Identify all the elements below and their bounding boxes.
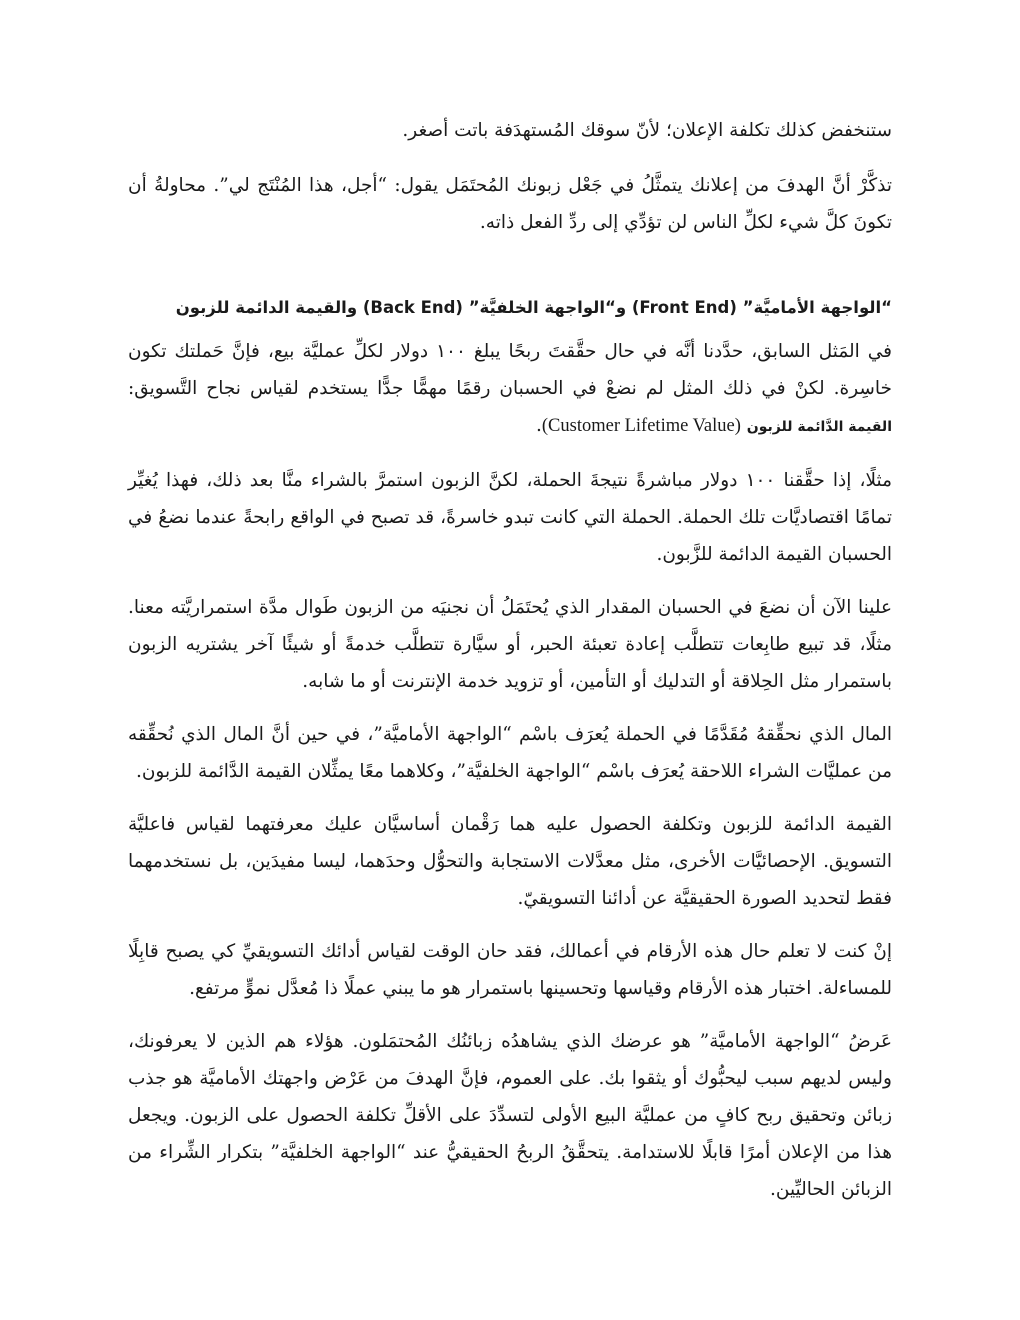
body-paragraph-6: عَرضُ “الواجهة الأماميَّة” هو عرضك الذي يشاهدُه زبائنُك المُحتمَلون. هؤلاء هم الذين لا يعرفونك، وليس لديهم سبب ليحبُّوك أو يثقوا بك. على العموم، فإنَّ الهدفَ من عَرْض واجهتك الأماميَّة هو جذب زبائن وتحقيق ربح كافٍ من عمليَّة البيع الأولى لتسدِّدَ على الأقلِّ تكلفة الحصول على الزبون. ويجعل هذا من الإعلان أمرًا قابلًا للاستدامة. يتحقَّقُ الربحُ الحقيقيُّ عند “الواجهة الخلفيَّة” بتكرار الشِّراء من الزبائن الحاليِّين.: [128, 1031, 892, 1200]
body-paragraph-2: علينا الآن أن نضعَ في الحسبان المقدار الذي يُحتَمَلُ أن نجنيَه من الزبون طَوال مدَّة استمراريَّته معنا. مثلًا، قد تبيع طابِعات تتطلَّب إعادة تعبئة الحبر، أو سيَّارة تتطلَّب خدمةً أو شيئًا آخر يشتريه الزبون باستمرار مثل الحِلاقة أو التدليك أو التأمين، أو تزويد خدمة الإنترنت أو ما شابه.: [128, 597, 892, 692]
clv-paragraph: [128, 333, 892, 446]
clv-term: القيمة الدَّائمة للزبون: [746, 419, 892, 435]
document-page: [128, 112, 892, 1224]
clv-text-after: .: [536, 415, 542, 436]
body-paragraph-1: مثلًا، إذا حقَّقنا ١٠٠ دولار مباشرةً نتيجةَ الحملة، لكنَّ الزبون استمرَّ بالشراء منَّا بعد ذلك، فهذا يُغيِّر تمامًا اقتصاديَّات تلك الحملة. الحملة التي كانت تبدو خاسرةً، قد تصبح في الواقع رابحةً عندما نضعُ في الحسبان القيمة الدائمة للزَّبون.: [128, 470, 893, 565]
section-heading: “الواجهة الأماميَّة” (Front End) و“الواجهة الخلفيَّة” (Back End) والقيمة الدائمة للزبون: [175, 298, 892, 317]
body-paragraph-3: المال الذي نحقِّقهُ مُقَدَّمًا في الحملة يُعرَف باسْم “الواجهة الأماميَّة”، في حين أنَّ المال الذي نُحقِّقه من عمليَّات الشراء اللاحقة يُعرَف باسْم “الواجهة الخلفيَّة”، وكلاهما معًا يمثِّلان القيمة الدَّائمة للزبون.: [128, 724, 892, 782]
body-paragraph-4: القيمة الدائمة للزبون وتكلفة الحصول عليه هما رَقْمان أساسيَّان عليك معرفتهما لقياس فاعليَّة التسويق. الإحصائيَّات الأخرى، مثل معدَّلات الاستجابة والتحوُّل وحدَهما، ليسا مفيدَين، بل نستخدمهما فقط لتحديد الصورة الحقيقيَّة عن أدائنا التسويقيّ.: [128, 814, 892, 909]
clv-term-english: (Customer Lifetime Value): [541, 416, 741, 436]
intro-paragraph-1: ستنخفض كذلك تكلفة الإعلان؛ لأنّ سوقك المُستهدَفة باتت أصغر.: [402, 120, 892, 141]
body-paragraph-5: إنْ كنت لا تعلم حال هذه الأرقام في أعمالك، فقد حان الوقت لقياس أدائك التسويقيِّ كي يصبح قابِلًا للمساءلة. اختبار هذه الأرقام وقياسها وتحسينها باستمرار هو ما يبني عملًا ذا مُعدَّل نموٍّ مرتفع.: [128, 941, 892, 999]
clv-text-before: في المَثل السابق، حدَّدنا أنَّه في حال حقَّقتَ ربحًا يبلغ ١٠٠ دولار لكلِّ عمليَّة بيع، فإنَّ حَملتك تكون خاسِرة. لكنْ في ذلك المثل لم نضعْ في الحسبان رقمًا مهمًّا جدًّا يستخدم لقياس نجاح التَّسويق:: [128, 341, 892, 399]
intro-paragraph-2: تذكَّرْ أنَّ الهدفَ من إعلانك يتمثَّلُ في جَعْل زبونك المُحتَمَل يقول: “أجل، هذا المُنْتَج لي”. محاولةُ أن تكونَ كلَّ شيء لكلِّ الناس لن تؤدِّي إلى ردِّ الفعل ذاته.: [128, 175, 892, 233]
